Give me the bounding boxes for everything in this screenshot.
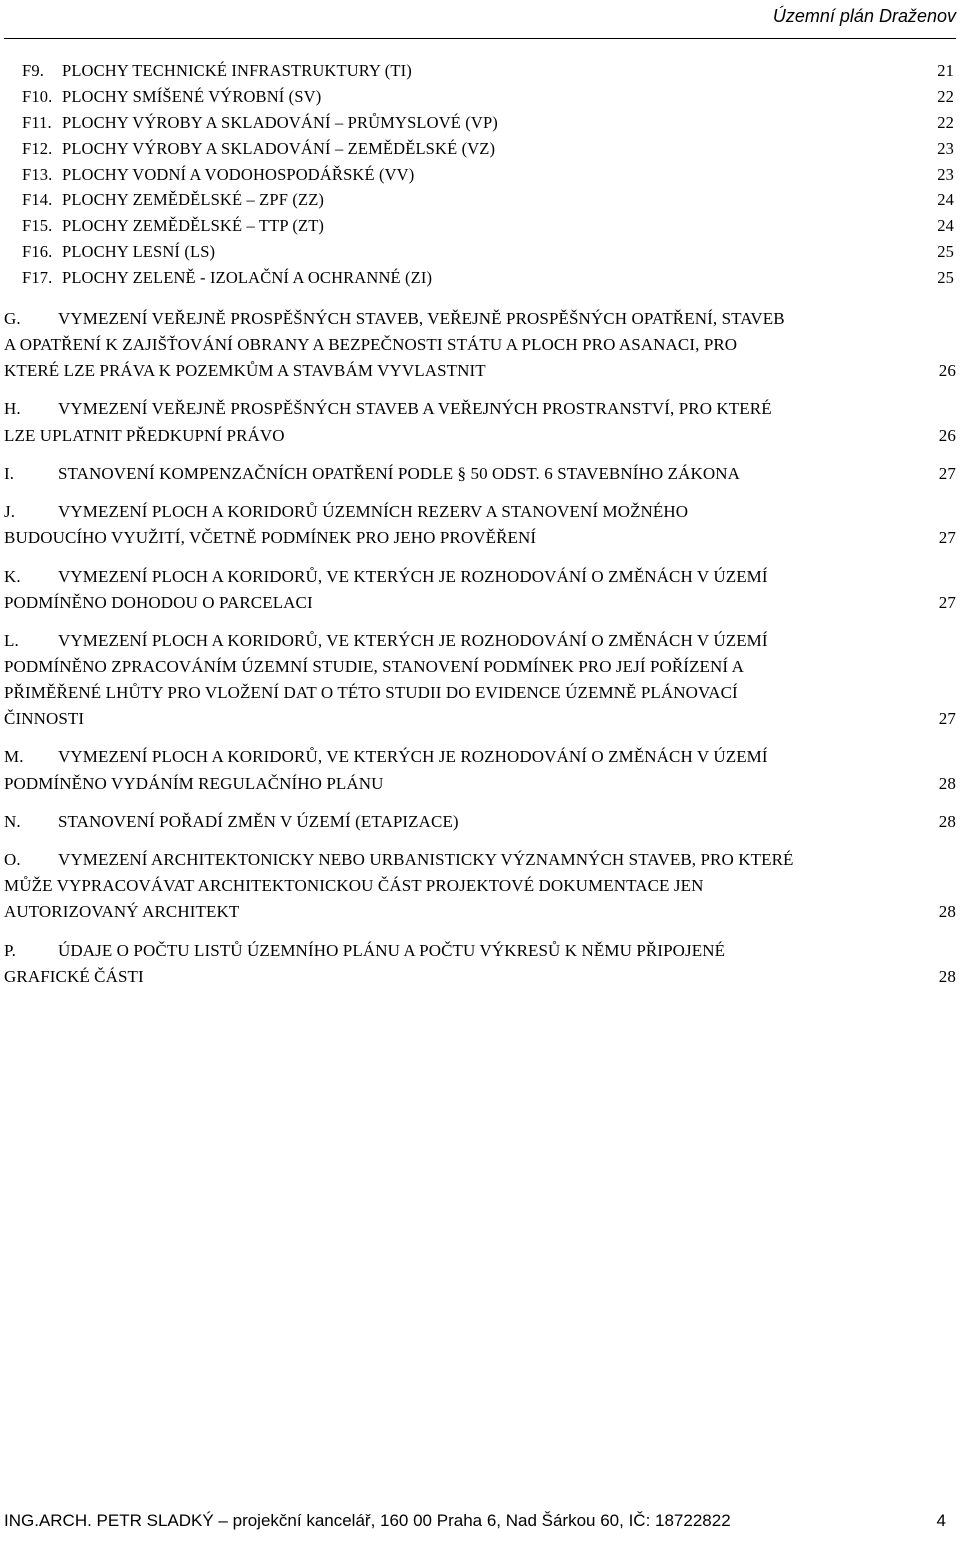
toc-main-entry-line (4, 358, 916, 384)
toc-main-entry[interactable] (4, 396, 956, 448)
page-number: 4 (936, 1511, 946, 1530)
toc-entry-label: PLOCHY ZEMĚDĚLSKÉ – TTP (ZT) (62, 216, 325, 236)
toc-main-entry[interactable] (4, 628, 956, 732)
toc-section-title-text: VYMEZENÍ PLOCH A KORIDORŮ, VE KTERÝCH JE ROZHODOVÁNÍ O ZMĚNÁCH V ÚZEMÍ (58, 566, 768, 586)
toc-entry-label: PLOCHY SMÍŠENÉ VÝROBNÍ (SV) (62, 86, 322, 106)
toc-section-title-text: VYMEZENÍ VEŘEJNĚ PROSPĚŠNÝCH STAVEB, VEŘEJNĚ PROSPĚŠNÝCH OPATŘENÍ, STAVEB (58, 309, 785, 328)
toc-section-title-text: STANOVENÍ POŘADÍ ZMĚN V ÚZEMÍ (ETAPIZACE) (58, 811, 459, 831)
toc-section-title-text: GRAFICKÉ ČÁSTI (4, 966, 144, 986)
toc-main-entry-line (4, 873, 916, 899)
toc-entry-page: 23 (937, 164, 954, 184)
toc-section-title-text: AUTORIZOVANÝ ARCHITEKT (4, 902, 240, 922)
toc-main-entry-line (4, 771, 916, 797)
toc-entry-label: PLOCHY VÝROBY A SKLADOVÁNÍ – PRŮMYSLOVÉ (VP) (62, 112, 498, 132)
toc-entry-page: 23 (937, 138, 954, 158)
toc-entry-number: F15. (22, 216, 53, 236)
toc-main-entry-page: 27 (938, 528, 956, 548)
toc-section-title-text: PŘIMĚŘENÉ LHŮTY PRO VLOŽENÍ DAT O TÉTO STUDII DO EVIDENCE ÚZEMNĚ PLÁNOVACÍ (4, 683, 738, 703)
toc-main-entry[interactable] (4, 809, 956, 835)
toc-main-list (4, 306, 956, 1002)
toc-entry-label: PLOCHY VÝROBY A SKLADOVÁNÍ – ZEMĚDĚLSKÉ (VZ) (62, 138, 496, 158)
toc-entry[interactable] (22, 162, 954, 188)
toc-section-letter: J. (4, 502, 16, 522)
toc-main-entry-line (4, 654, 916, 680)
toc-entry-page: 25 (937, 268, 954, 288)
toc-section-letter: M. (4, 747, 24, 767)
toc-entry-number: F17. (22, 268, 53, 288)
toc-entry[interactable] (22, 187, 954, 213)
toc-main-entry[interactable] (4, 847, 956, 925)
toc-entry-label: PLOCHY ZELENĚ - IZOLAČNÍ A OCHRANNÉ (ZI) (62, 268, 433, 288)
toc-section-letter: P. (4, 940, 17, 960)
toc-entry[interactable] (22, 213, 954, 239)
toc-main-entry-line (4, 423, 916, 449)
toc-main-entry-line (4, 564, 916, 590)
toc-entry-number: F13. (22, 164, 53, 184)
toc-section-letter: G. (4, 309, 21, 328)
toc-entry-label: PLOCHY VODNÍ A VODOHOSPODÁŘSKÉ (VV) (62, 164, 415, 184)
toc-main-entry[interactable] (4, 564, 956, 616)
toc-section-title-text: STANOVENÍ KOMPENZAČNÍCH OPATŘENÍ PODLE § 50 ODST. 6 STAVEBNÍHO ZÁKONA (58, 463, 740, 483)
toc-main-entry-page: 26 (938, 361, 956, 381)
toc-main-entry-line (4, 964, 916, 990)
toc-section-title-text: VYMEZENÍ ARCHITEKTONICKY NEBO URBANISTICKY VÝZNAMNÝCH STAVEB, PRO KTERÉ (58, 850, 794, 870)
toc-main-entry[interactable] (4, 744, 956, 796)
toc-main-entry-line (4, 706, 916, 732)
toc-section-letter: O. (4, 850, 21, 870)
toc-main-entry[interactable] (4, 938, 956, 990)
toc-entry-page: 22 (937, 86, 954, 106)
toc-section-letter: N. (4, 811, 21, 831)
toc-main-entry-line (4, 499, 916, 525)
toc-entry-page: 25 (937, 242, 954, 262)
toc-entry[interactable] (22, 84, 954, 110)
toc-entry-number: F12. (22, 138, 53, 158)
toc-subsection-list (22, 58, 954, 291)
toc-main-entry-line (4, 938, 916, 964)
toc-main-entry-line (4, 680, 916, 706)
toc-main-entry-line (4, 306, 916, 332)
toc-section-title-text: KTERÉ LZE PRÁVA K POZEMKŮM A STAVBÁM VYVLASTNIT (4, 361, 486, 381)
toc-section-title-text: BUDOUCÍHO VYUŽITÍ, VČETNĚ PODMÍNEK PRO JEHO PROVĚŘENÍ (4, 528, 537, 548)
toc-main-entry-line (4, 332, 916, 358)
toc-section-title-text: PODMÍNĚNO ZPRACOVÁNÍM ÚZEMNÍ STUDIE, STANOVENÍ PODMÍNEK PRO JEJÍ POŘÍZENÍ A (4, 656, 744, 676)
toc-main-entry-page: 28 (938, 966, 956, 986)
toc-section-title-text: VYMEZENÍ PLOCH A KORIDORŮ, VE KTERÝCH JE ROZHODOVÁNÍ O ZMĚNÁCH V ÚZEMÍ (58, 630, 768, 650)
toc-main-entry[interactable] (4, 306, 956, 384)
toc-entry-number: F11. (22, 112, 52, 132)
toc-entry-number: F9. (22, 61, 45, 80)
toc-section-letter: K. (4, 566, 21, 586)
document-title: Územní plán Draženov (772, 6, 956, 26)
toc-section-title-text: VYMEZENÍ PLOCH A KORIDORŮ, VE KTERÝCH JE ROZHODOVÁNÍ O ZMĚNÁCH V ÚZEMÍ (58, 747, 768, 767)
toc-entry[interactable] (22, 239, 954, 265)
toc-section-title-text: ČINNOSTI (4, 709, 85, 729)
toc-section-title-text: LZE UPLATNIT PŘEDKUPNÍ PRÁVO (4, 425, 285, 445)
toc-main-entry-line (4, 461, 916, 487)
toc-main-entry-line (4, 744, 916, 770)
toc-entry-number: F10. (22, 86, 53, 106)
toc-section-title-text: VYMEZENÍ PLOCH A KORIDORŮ ÚZEMNÍCH REZERV A STANOVENÍ MOŽNÉHO (58, 502, 689, 522)
toc-main-entry-page: 28 (938, 811, 956, 831)
toc-main-entry-line (4, 847, 916, 873)
toc-main-entry-page: 27 (938, 592, 956, 612)
toc-entry-page: 22 (937, 112, 954, 132)
header-divider (4, 38, 956, 39)
toc-section-title-text: ÚDAJE O POČTU LISTŮ ÚZEMNÍHO PLÁNU A POČTU VÝKRESŮ K NĚMU PŘIPOJENÉ (58, 940, 726, 960)
toc-main-entry-page: 27 (938, 463, 956, 483)
toc-entry[interactable] (22, 136, 954, 162)
toc-main-entry-line (4, 590, 916, 616)
toc-main-entry-line (4, 396, 916, 422)
toc-section-letter: H. (4, 399, 21, 419)
toc-entry-label: PLOCHY ZEMĚDĚLSKÉ – ZPF (ZZ) (62, 190, 325, 210)
toc-section-title-text: VYMEZENÍ VEŘEJNĚ PROSPĚŠNÝCH STAVEB A VEŘEJNÝCH PROSTRANSTVÍ, PRO KTERÉ (58, 399, 772, 419)
toc-entry-number: F14. (22, 190, 53, 210)
toc-main-entry[interactable] (4, 461, 956, 487)
toc-main-entry[interactable] (4, 499, 956, 551)
toc-main-entry-line (4, 525, 916, 551)
toc-entry-page: 21 (937, 61, 954, 80)
toc-main-entry-line (4, 628, 916, 654)
toc-main-entry-page: 28 (938, 902, 956, 922)
toc-entry-page: 24 (937, 190, 954, 210)
toc-section-title-text: A OPATŘENÍ K ZAJIŠŤOVÁNÍ OBRANY A BEZPEČNOSTI STÁTU A PLOCH PRO ASANACI, PRO (4, 335, 738, 355)
toc-entry-label: PLOCHY TECHNICKÉ INFRASTRUKTURY (TI) (62, 61, 412, 80)
toc-entry[interactable] (22, 58, 954, 84)
toc-section-letter: L. (4, 630, 19, 650)
toc-entry[interactable] (22, 265, 954, 291)
toc-section-title-text: PODMÍNĚNO DOHODOU O PARCELACI (4, 592, 313, 612)
toc-main-entry-line (4, 899, 916, 925)
toc-main-entry-line (4, 809, 916, 835)
toc-entry[interactable] (22, 110, 954, 136)
toc-entry-label: PLOCHY LESNÍ (LS) (62, 242, 216, 262)
toc-main-entry-page: 26 (938, 425, 956, 445)
toc-main-entry-page: 28 (938, 773, 956, 793)
toc-section-title-text: MŮŽE VYPRACOVÁVAT ARCHITEKTONICKOU ČÁST PROJEKTOVÉ DOKUMENTACE JEN (4, 876, 704, 896)
toc-section-letter: I. (4, 463, 15, 483)
toc-main-entry-page: 27 (938, 709, 956, 729)
footer-firm-info: ING.ARCH. PETR SLADKÝ – projekční kancelář, 160 00 Praha 6, Nad Šárkou 60, IČ: 18722822 (4, 1511, 731, 1530)
toc-entry-number: F16. (22, 242, 53, 262)
toc-section-title-text: PODMÍNĚNO VYDÁNÍM REGULAČNÍHO PLÁNU (4, 773, 384, 793)
toc-entry-page: 24 (937, 216, 954, 236)
